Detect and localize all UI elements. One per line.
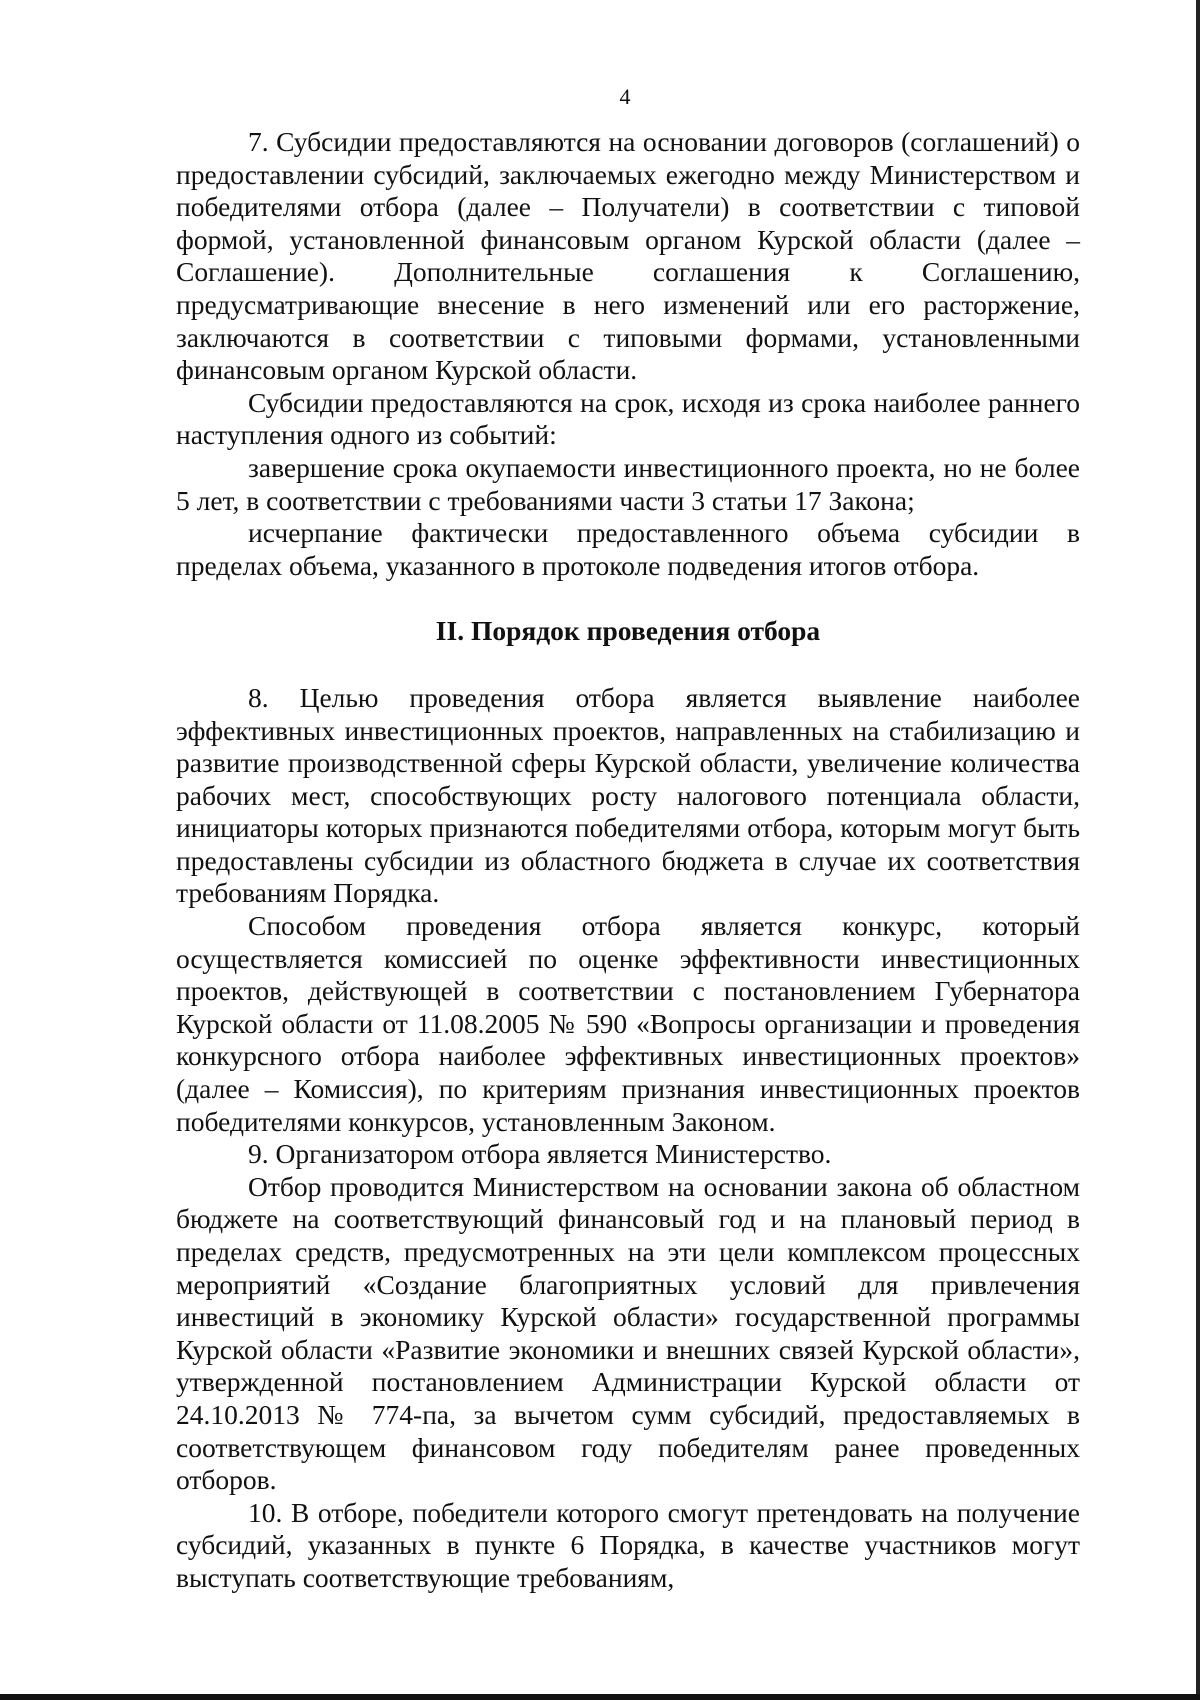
scan-edge-bottom — [0, 1694, 1200, 1700]
section-heading: II. Порядок проведения отбора — [435, 615, 821, 647]
paragraph-7-event-2: исчерпание фактически предоставленного объема субсидии в пределах объема, указанного в протоколе подведения итогов отбора. — [176, 517, 1080, 581]
paragraph-8-method: Способом проведения отбора является конкурс, который осуществляется комиссией по оценке эффективности инвестиционных проектов, действующей в соответствии с постановлением Губернатора Курской области от 11.08.2005 № 590 «Вопросы организации и проведения конкурсного отбора наиболее эффективных инвестиционных проектов» (далее – Комиссия), по критериям признания инвестиционных проектов победителями конкурсов, установленным Законом. — [176, 910, 1080, 1137]
document-body — [176, 126, 1080, 1595]
paragraph-7: 7. Субсидии предоставляются на основании договоров (соглашений) о предоставлении субсидий, заключаемых ежегодно между Министерством и победителями отбора (далее – Получатели) в соответствии с типовой формой, установленной финансовым органом Курской области (далее – Соглашение). Дополнительные соглашения к Соглашению, предусматривающие внесение в него изменений или его расторжение, заключаются в соответствии с типовыми формами, установленными финансовым органом Курской области. — [176, 126, 1080, 386]
paragraph-7-event-1: завершение срока окупаемости инвестиционного проекта, но не более 5 лет, в соответствии с требованиями части 3 статьи 17 Закона; — [176, 451, 1080, 516]
paragraph-7-term: Субсидии предоставляются на срок, исходя из срока наиболее раннего наступления одного из событий: — [176, 386, 1080, 451]
scan-edge-right — [1196, 0, 1200, 1700]
page-number: 4 — [619, 84, 631, 109]
paragraph-10: 10. В отборе, победители которого смогут претендовать на получение субсидий, указанных в пункте 6 Порядка, в качестве участников могут выступать соответствующие требованиям, — [176, 1496, 1080, 1593]
paragraph-9-conduct: Отбор проводится Министерством на основании закона об областном бюджете на соответствующий финансовый год и на плановый период в пределах средств, предусмотренных на эти цели комплексом процессных мероприятий «Создание благоприятных условий для привлечения инвестиций в экономику Курской области» государственной программы Курской области «Развитие экономики и внешних связей Курской области», утвержденной постановлением Администрации Курской области от 24.10.2013 № 774-па, за вычетом сумм субсидий, предоставляемых в соответствующем финансовом году победителям ранее проведенных отборов. — [176, 1170, 1080, 1496]
paragraph-9: 9. Организатором отбора является Министерство. — [248, 1138, 832, 1170]
paragraph-8: 8. Целью проведения отбора является выявление наиболее эффективных инвестиционных проектов, направленных на стабилизацию и развитие производственной сферы Курской области, увеличение количества рабочих мест, способствующих росту налогового потенциала области, инициаторы которых признаются победителями отбора, которым могут быть предоставлены субсидии из областного бюджета в случае их соответствия требованиям Порядка. — [176, 681, 1080, 909]
